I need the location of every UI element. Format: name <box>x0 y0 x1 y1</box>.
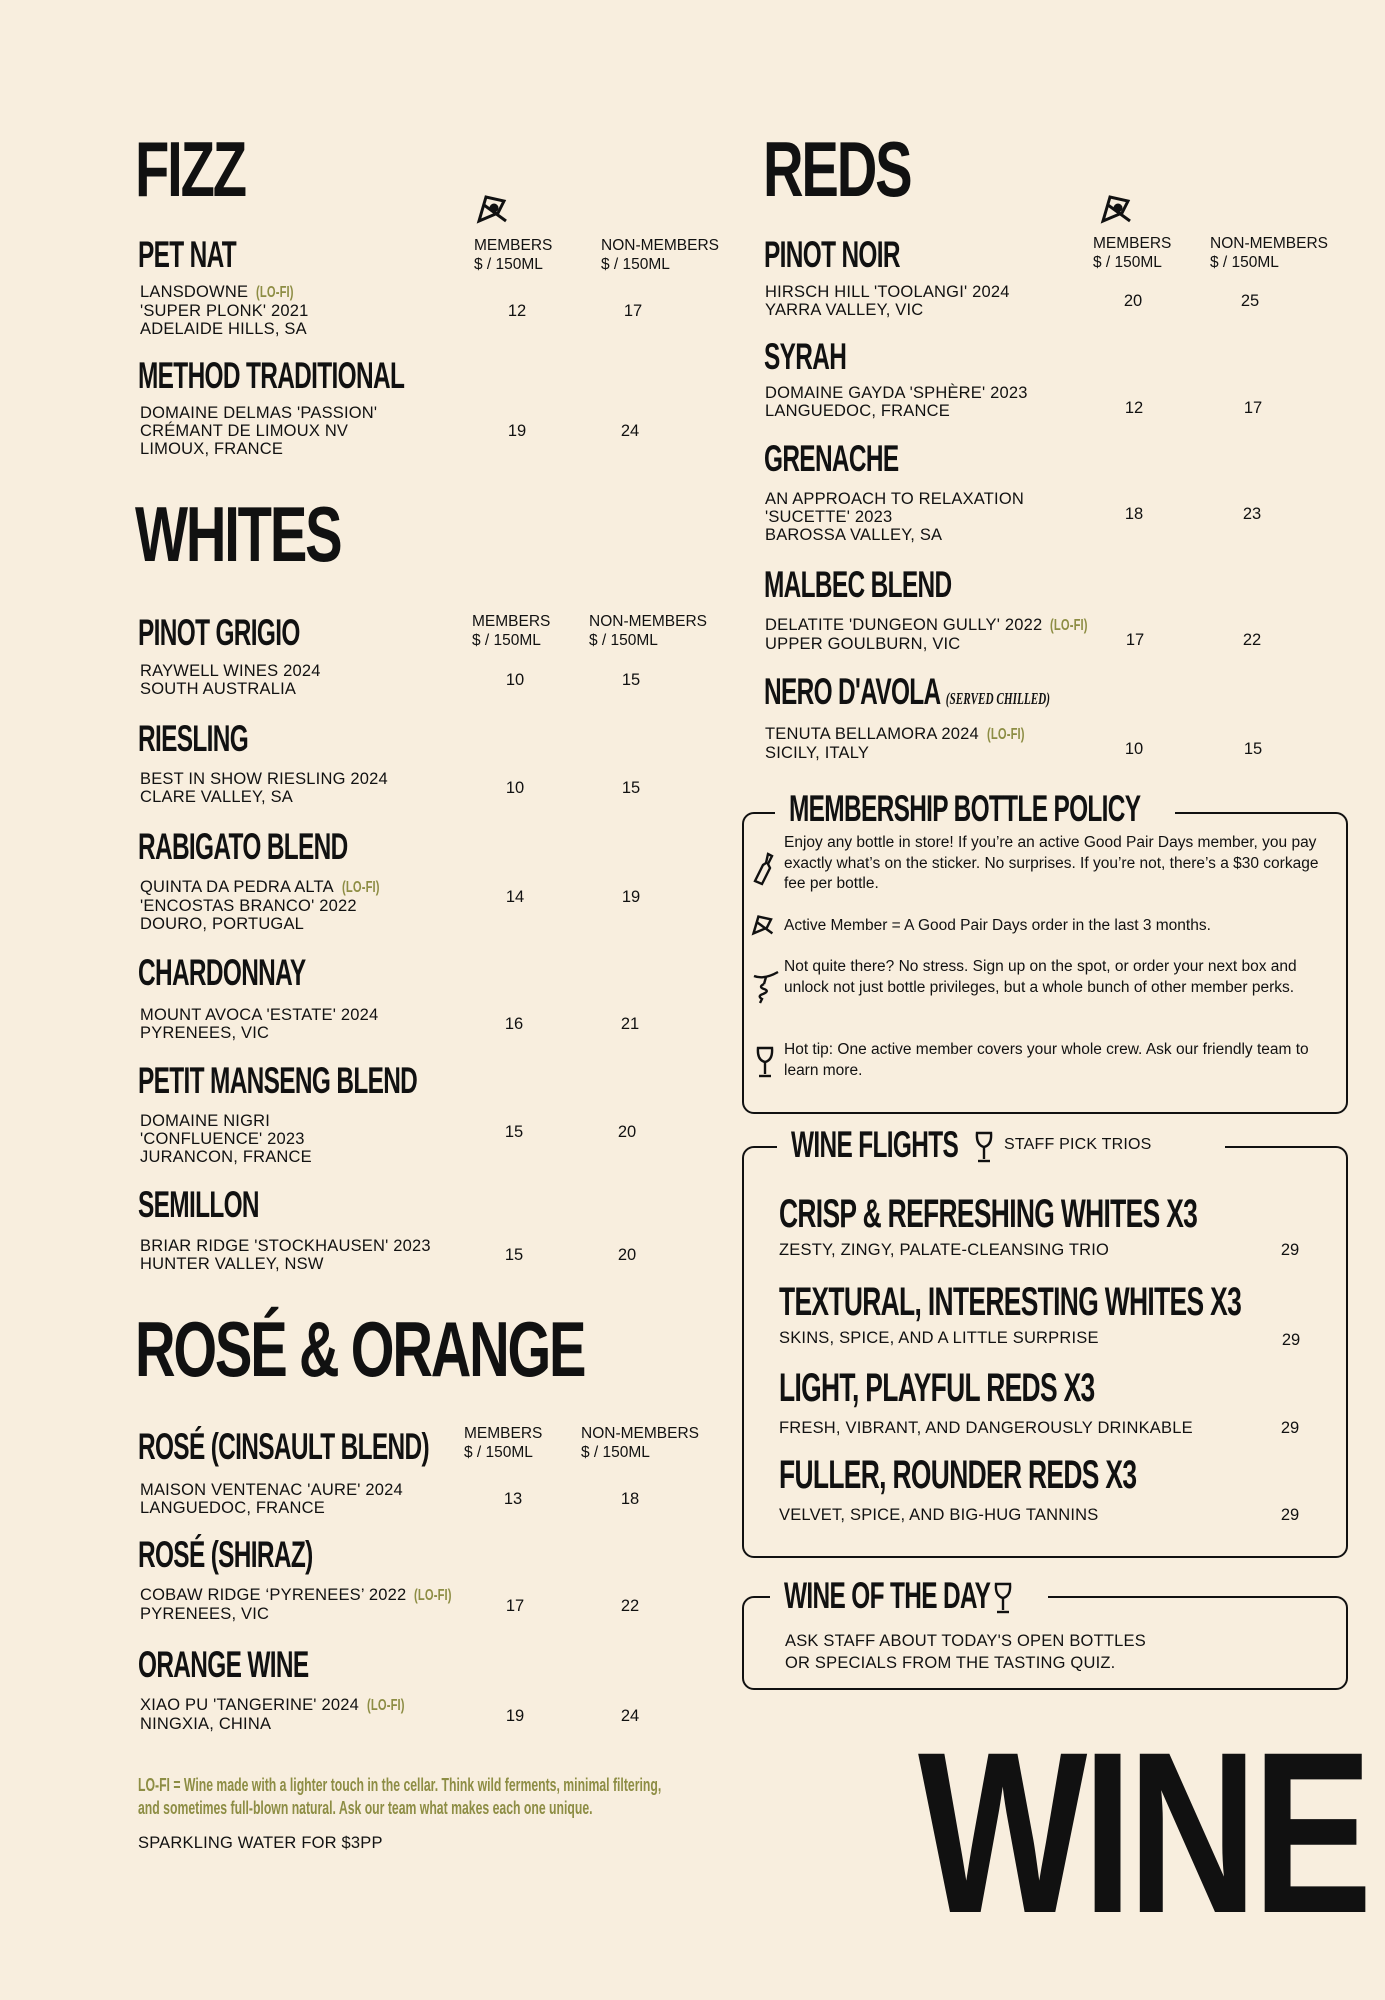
whites-non-members-header: NON-MEMBERS $ / 150ML <box>589 613 707 649</box>
price-non-members: 17 <box>1243 399 1263 417</box>
rose-non-members-header: NON-MEMBERS $ / 150ML <box>581 1425 699 1461</box>
lofi-badge: (LO-FI) <box>1050 617 1089 634</box>
flight-desc: FRESH, VIBRANT, AND DANGEROUSLY DRINKABLE <box>779 1419 1193 1437</box>
lofi-badge: (LO-FI) <box>414 1587 453 1604</box>
flight-name: FULLER, ROUNDER REDS X3 <box>779 1453 1137 1497</box>
wine-flights-subtitle: STAFF PICK TRIOS <box>1004 1136 1152 1153</box>
wine-grenache: AN APPROACH TO RELAXATION 'SUCETTE' 2023 BAROSSA VALLEY, SA <box>765 490 1024 544</box>
price-non-members: 22 <box>1242 631 1262 649</box>
flight-name: LIGHT, PLAYFUL REDS X3 <box>779 1366 1095 1410</box>
lofi-badge: (LO-FI) <box>341 879 380 896</box>
price-members: 12 <box>1124 399 1144 417</box>
wine-flights-title: WINE FLIGHTS <box>791 1124 959 1165</box>
wine-orange-wine: XIAO PU 'TANGERINE' 2024 (LO-FI) NINGXIA, CHINA <box>140 1696 405 1733</box>
price-members: 12 <box>507 302 527 320</box>
varietal-orange-wine: ORANGE WINE <box>138 1644 309 1685</box>
rose-members-header: MEMBERS $ / 150ML <box>464 1425 543 1461</box>
sparkling-water-note: SPARKLING WATER FOR $3PP <box>138 1834 383 1852</box>
wine-of-the-day-text: ASK STAFF ABOUT TODAY'S OPEN BOTTLES OR SPECIALS FROM THE TASTING QUIZ. <box>785 1632 1146 1672</box>
varietal-riesling: RIESLING <box>138 718 249 759</box>
flight-price: 29 <box>1280 1506 1300 1524</box>
price-non-members: 18 <box>620 1490 640 1508</box>
wine-pet-nat: LANSDOWNE (LO-FI) 'SUPER PLONK' 2021 ADELAIDE HILLS, SA <box>140 283 309 338</box>
price-non-members: 23 <box>1242 505 1262 523</box>
varietal-rabigato-blend: RABIGATO BLEND <box>138 826 348 867</box>
varietal-pinot-noir: PINOT NOIR <box>764 234 900 275</box>
flight-desc: ZESTY, ZINGY, PALATE-CLEANSING TRIO <box>779 1241 1110 1259</box>
whites-members-header: MEMBERS $ / 150ML <box>472 613 551 649</box>
wine-syrah: DOMAINE GAYDA 'SPHÈRE' 2023 LANGUEDOC, FRANCE <box>765 384 1028 420</box>
wine-of-the-day-title: WINE OF THE DAY <box>784 1575 991 1616</box>
policy-item: Hot tip: One active member covers your whole crew. Ask our friendly team to learn more. <box>784 1041 1309 1079</box>
price-non-members: 24 <box>620 1707 640 1725</box>
wine-malbec-blend: DELATITE 'DUNGEON GULLY' 2022 (LO-FI) UPPER GOULBURN, VIC <box>765 616 1089 653</box>
varietal-semillon: SEMILLON <box>138 1184 259 1225</box>
served-chilled-note: (SERVED CHILLED) <box>945 689 1051 708</box>
price-non-members: 25 <box>1240 292 1260 310</box>
varietal-pet-nat: PET NAT <box>138 234 237 275</box>
price-members: 18 <box>1124 505 1144 523</box>
section-title-reds: REDS <box>763 125 911 213</box>
price-members: 13 <box>503 1490 523 1508</box>
lofi-badge: (LO-FI) <box>366 1697 405 1714</box>
price-non-members: 21 <box>620 1015 640 1033</box>
price-non-members: 15 <box>1243 740 1263 758</box>
varietal-rose-shiraz: ROSÉ (SHIRAZ) <box>138 1534 313 1575</box>
bottle-icon <box>752 852 776 886</box>
policy-item: Enjoy any bottle in store! If you’re an active Good Pair Days member, you pay exactly what’s on the sticker. No surprises. If you’re not, there’s a $30 corkage fee per bottle. <box>784 834 1319 892</box>
reds-members-header: MEMBERS $ / 150ML <box>1093 235 1172 271</box>
wine-glass-icon <box>992 1580 1014 1616</box>
price-members: 14 <box>505 888 525 906</box>
lofi-badge: (LO-FI) <box>986 726 1025 743</box>
membership-policy-title: MEMBERSHIP BOTTLE POLICY <box>775 788 1175 832</box>
wine-pinot-noir: HIRSCH HILL 'TOOLANGI' 2024 YARRA VALLEY, VIC <box>765 283 1010 319</box>
price-members: 10 <box>1124 740 1144 758</box>
flight-desc: SKINS, SPICE, AND A LITTLE SURPRISE <box>779 1329 1099 1347</box>
wine-petit-manseng-blend: DOMAINE NIGRI 'CONFLUENCE' 2023 JURANCON, FRANCE <box>140 1112 312 1166</box>
flight-price: 29 <box>1280 1241 1300 1259</box>
lofi-badge: (LO-FI) <box>256 284 294 301</box>
varietal-chardonnay: CHARDONNAY <box>138 952 306 993</box>
member-logo-icon <box>750 913 778 937</box>
price-members: 15 <box>504 1123 524 1141</box>
wine-glass-icon <box>973 1129 995 1165</box>
varietal-syrah: SYRAH <box>764 336 847 377</box>
wine-glass-icon <box>754 1046 776 1078</box>
section-title-whites: WHITES <box>135 490 341 578</box>
varietal-nero-davola: NERO D'AVOLA (SERVED CHILLED) <box>764 671 1051 712</box>
varietal-method-traditional: METHOD TRADITIONAL <box>138 355 405 396</box>
varietal-pinot-grigio: PINOT GRIGIO <box>138 612 300 653</box>
price-members: 10 <box>505 671 525 689</box>
wine-method-traditional: DOMAINE DELMAS 'PASSION' CRÉMANT DE LIMOUX NV LIMOUX, FRANCE <box>140 404 378 458</box>
lofi-footnote: LO-FI = Wine made with a lighter touch in the cellar. Think wild ferments, minimal filtering, and sometimes full-blown natural. Ask our team what makes each one unique. <box>138 1775 662 1818</box>
price-non-members: 17 <box>623 302 643 320</box>
policy-item: Active Member = A Good Pair Days order in the last 3 months. <box>784 917 1211 934</box>
wine-wordmark: WINE <box>918 1704 1368 1961</box>
wine-chardonnay: MOUNT AVOCA 'ESTATE' 2024 PYRENEES, VIC <box>140 1006 379 1042</box>
price-non-members: 15 <box>621 779 641 797</box>
section-title-fizz: FIZZ <box>135 125 245 213</box>
price-non-members: 20 <box>617 1246 637 1264</box>
varietal-malbec-blend: MALBEC BLEND <box>764 564 952 605</box>
wine-nero-davola: TENUTA BELLAMORA 2024 (LO-FI) SICILY, ITALY <box>765 725 1025 762</box>
fizz-members-header: MEMBERS $ / 150ML <box>474 237 553 273</box>
price-members: 20 <box>1123 292 1143 310</box>
price-members: 17 <box>505 1597 525 1615</box>
price-non-members: 22 <box>620 1597 640 1615</box>
price-non-members: 24 <box>620 422 640 440</box>
price-non-members: 15 <box>621 671 641 689</box>
wine-pinot-grigio: RAYWELL WINES 2024 SOUTH AUSTRALIA <box>140 662 321 698</box>
price-members: 19 <box>505 1707 525 1725</box>
price-members: 19 <box>507 422 527 440</box>
wine-riesling: BEST IN SHOW RIESLING 2024 CLARE VALLEY, SA <box>140 770 388 806</box>
flight-name: CRISP & REFRESHING WHITES X3 <box>779 1192 1198 1236</box>
price-non-members: 20 <box>617 1123 637 1141</box>
price-members: 10 <box>505 779 525 797</box>
varietal-petit-manseng-blend: PETIT MANSENG BLEND <box>138 1060 418 1101</box>
section-title-rose-orange: ROSÉ & ORANGE <box>135 1305 585 1393</box>
reds-non-members-header: NON-MEMBERS $ / 150ML <box>1210 235 1328 271</box>
flight-desc: VELVET, SPICE, AND BIG-HUG TANNINS <box>779 1506 1099 1524</box>
price-members: 17 <box>1125 631 1145 649</box>
wine-rose-shiraz: COBAW RIDGE ‘PYRENEES’ 2022 (LO-FI) PYRENEES, VIC <box>140 1586 453 1623</box>
fizz-non-members-header: NON-MEMBERS $ / 150ML <box>601 237 719 273</box>
price-non-members: 19 <box>621 888 641 906</box>
wine-rose-cinsault: MAISON VENTENAC 'AURE' 2024 LANGUEDOC, FRANCE <box>140 1481 403 1517</box>
price-members: 16 <box>504 1015 524 1033</box>
wine-rabigato-blend: QUINTA DA PEDRA ALTA (LO-FI) 'ENCOSTAS BRANCO' 2022 DOURO, PORTUGAL <box>140 878 380 933</box>
flight-price: 29 <box>1280 1419 1300 1437</box>
policy-item: Not quite there? No stress. Sign up on the spot, or order your next box and unlock not just bottle privileges, but a whole bunch of other member perks. <box>784 958 1297 996</box>
wine-flights-header <box>777 1124 1225 1170</box>
wine-semillon: BRIAR RIDGE 'STOCKHAUSEN' 2023 HUNTER VALLEY, NSW <box>140 1237 431 1273</box>
member-logo-icon <box>474 193 514 225</box>
varietal-rose-cinsault: ROSÉ (CINSAULT BLEND) <box>138 1426 429 1467</box>
varietal-grenache: GRENACHE <box>764 438 899 479</box>
flight-price: 29 <box>1281 1331 1301 1349</box>
flight-name: TEXTURAL, INTERESTING WHITES X3 <box>779 1280 1242 1324</box>
corkscrew-icon <box>752 970 780 1004</box>
member-logo-icon <box>1098 193 1138 225</box>
price-members: 15 <box>504 1246 524 1264</box>
